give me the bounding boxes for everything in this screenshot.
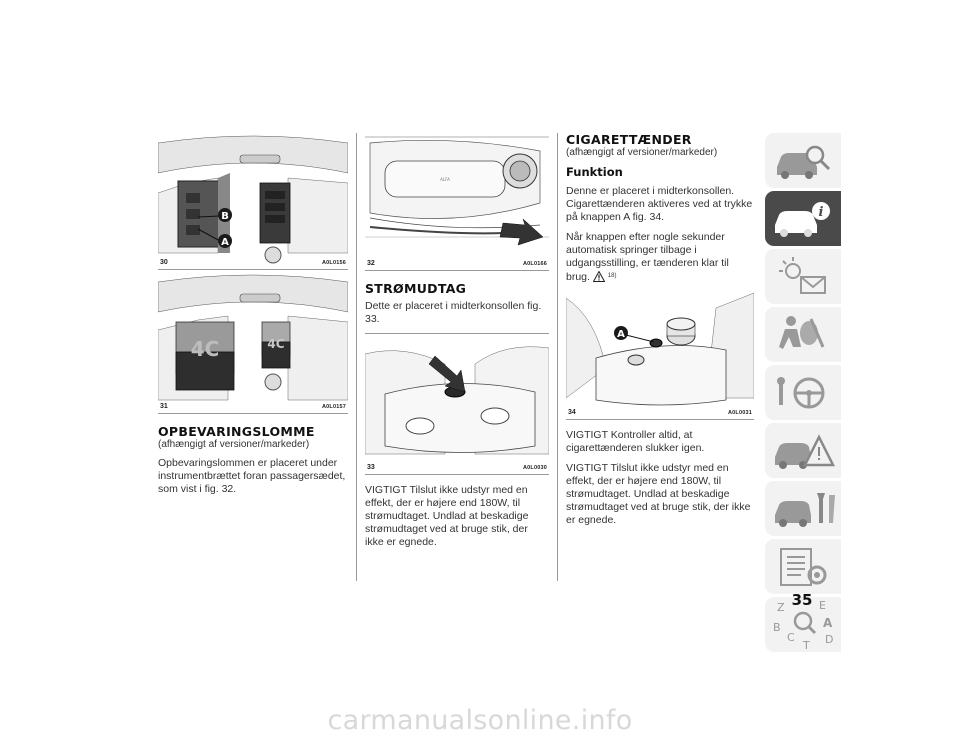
svg-text:ALFA: ALFA xyxy=(440,177,450,182)
figure-code: A0L0166 xyxy=(522,261,547,267)
tab-emergency[interactable] xyxy=(765,423,841,478)
outlet-important-note: VIGTIGT Tilslut ikke udstyr med en effekt, der er højere end 180W, til strømudtaget. Undlad at beskadige strømudtaget ved at bruge stik, der ikke er egnede. xyxy=(365,484,529,548)
tab-starting-driving[interactable] xyxy=(765,365,841,420)
tab-car-info[interactable] xyxy=(765,191,841,246)
svg-text:i: i xyxy=(818,205,824,220)
glovebox-switch-illustration xyxy=(158,133,348,269)
column-1 xyxy=(158,133,348,503)
storage-description: Opbevaringslommen er placeret under instrumentbrættet foran passagersædet, som vist i fig. 32. xyxy=(158,457,346,495)
warning-reference: 18) xyxy=(607,273,617,279)
callout-a xyxy=(614,326,628,340)
svg-text:A: A xyxy=(221,237,229,248)
console-outlet-illustration xyxy=(365,334,549,474)
figure-30 xyxy=(158,133,348,270)
svg-text:B: B xyxy=(773,621,781,634)
svg-text:C: C xyxy=(787,631,795,644)
section-subheading: (afhængigt af versioner/markeder) xyxy=(158,439,310,450)
technical-data-icon xyxy=(765,539,841,594)
figure-33 xyxy=(365,333,549,475)
page-number: 35 xyxy=(791,591,813,609)
figure-code: A0L0030 xyxy=(522,465,547,471)
dashboard-storage-illustration xyxy=(365,133,549,270)
figure-number: 32 xyxy=(367,260,375,267)
chapter-tabs xyxy=(765,133,841,655)
column-divider xyxy=(356,133,357,581)
figure-34 xyxy=(566,288,754,420)
tab-warning-lights[interactable] xyxy=(765,249,841,304)
svg-text:D: D xyxy=(825,633,834,646)
watermark[interactable]: carmanualsonline.info xyxy=(327,705,633,736)
lighter-usage-text: Når knappen efter nogle sekunder automatisk springer tilbage i udgangsstilling, er tænderen klar til brug. xyxy=(566,231,729,283)
lighter-usage xyxy=(566,231,754,284)
section-heading-storage: OPBEVARINGSLOMME xyxy=(158,424,315,439)
figure-number: 33 xyxy=(367,464,375,471)
section-heading-lighter: CIGARETTÆNDER xyxy=(566,132,692,147)
svg-text:A: A xyxy=(823,616,833,630)
column-divider xyxy=(557,133,558,581)
column-2 xyxy=(365,133,549,556)
callout-b xyxy=(218,208,232,222)
emergency-triangle-icon xyxy=(765,423,841,478)
logo-4c-small: 4C xyxy=(267,337,285,351)
tab-safety[interactable] xyxy=(765,307,841,362)
figure-code: A0L0156 xyxy=(321,260,346,266)
svg-text:E: E xyxy=(819,599,826,612)
svg-text:T: T xyxy=(803,639,810,652)
cigarette-lighter-illustration xyxy=(566,288,754,419)
column-3 xyxy=(566,133,754,534)
figure-32 xyxy=(365,133,549,271)
figure-code: A0L0031 xyxy=(727,410,752,416)
car-info-icon xyxy=(765,191,841,246)
outlet-description: Dette er placeret i midterkonsollen fig. 33. xyxy=(365,300,542,325)
figure-number: 34 xyxy=(568,409,576,416)
steering-wheel-icon xyxy=(765,365,841,420)
figure-31 xyxy=(158,270,348,414)
warning-lights-icon xyxy=(765,249,841,304)
maintenance-tools-icon xyxy=(765,481,841,536)
callout-a xyxy=(218,234,232,248)
logo-4c: 4C xyxy=(190,337,220,361)
svg-text:Z: Z xyxy=(777,601,785,614)
svg-text:A: A xyxy=(617,329,625,340)
function-heading: Funktion xyxy=(566,165,623,179)
tab-technical-data[interactable] xyxy=(765,539,841,594)
section-heading-outlet: STRØMUDTAG xyxy=(365,281,467,296)
lighter-important-note-1: VIGTIGT Kontroller altid, at cigarettænderen slukker igen. xyxy=(566,429,705,454)
tab-maintenance[interactable] xyxy=(765,481,841,536)
safety-airbag-icon xyxy=(765,307,841,362)
svg-text:B: B xyxy=(221,211,229,222)
figure-number: 31 xyxy=(160,403,168,410)
car-search-icon xyxy=(765,133,841,188)
section-subheading: (afhængigt af versioner/markeder) xyxy=(566,147,718,158)
figure-number: 30 xyxy=(160,259,168,266)
lighter-description: Denne er placeret i midterkonsollen. Cigarettænderen aktiveres ved at trykke på knappen A fig. 34. xyxy=(566,185,753,223)
storage-compartment-illustration xyxy=(158,270,348,413)
tab-knowing-your-car[interactable] xyxy=(765,133,841,188)
figure-code: A0L0157 xyxy=(321,404,346,410)
warning-triangle-icon xyxy=(593,271,605,282)
lighter-important-note-2: VIGTIGT Tilslut ikke udstyr med en effekt, der er højere end 180W, til strømudtaget. Undlad at beskadige strømudtaget ved at bruge stik, der ikke er egnede. xyxy=(566,462,751,526)
